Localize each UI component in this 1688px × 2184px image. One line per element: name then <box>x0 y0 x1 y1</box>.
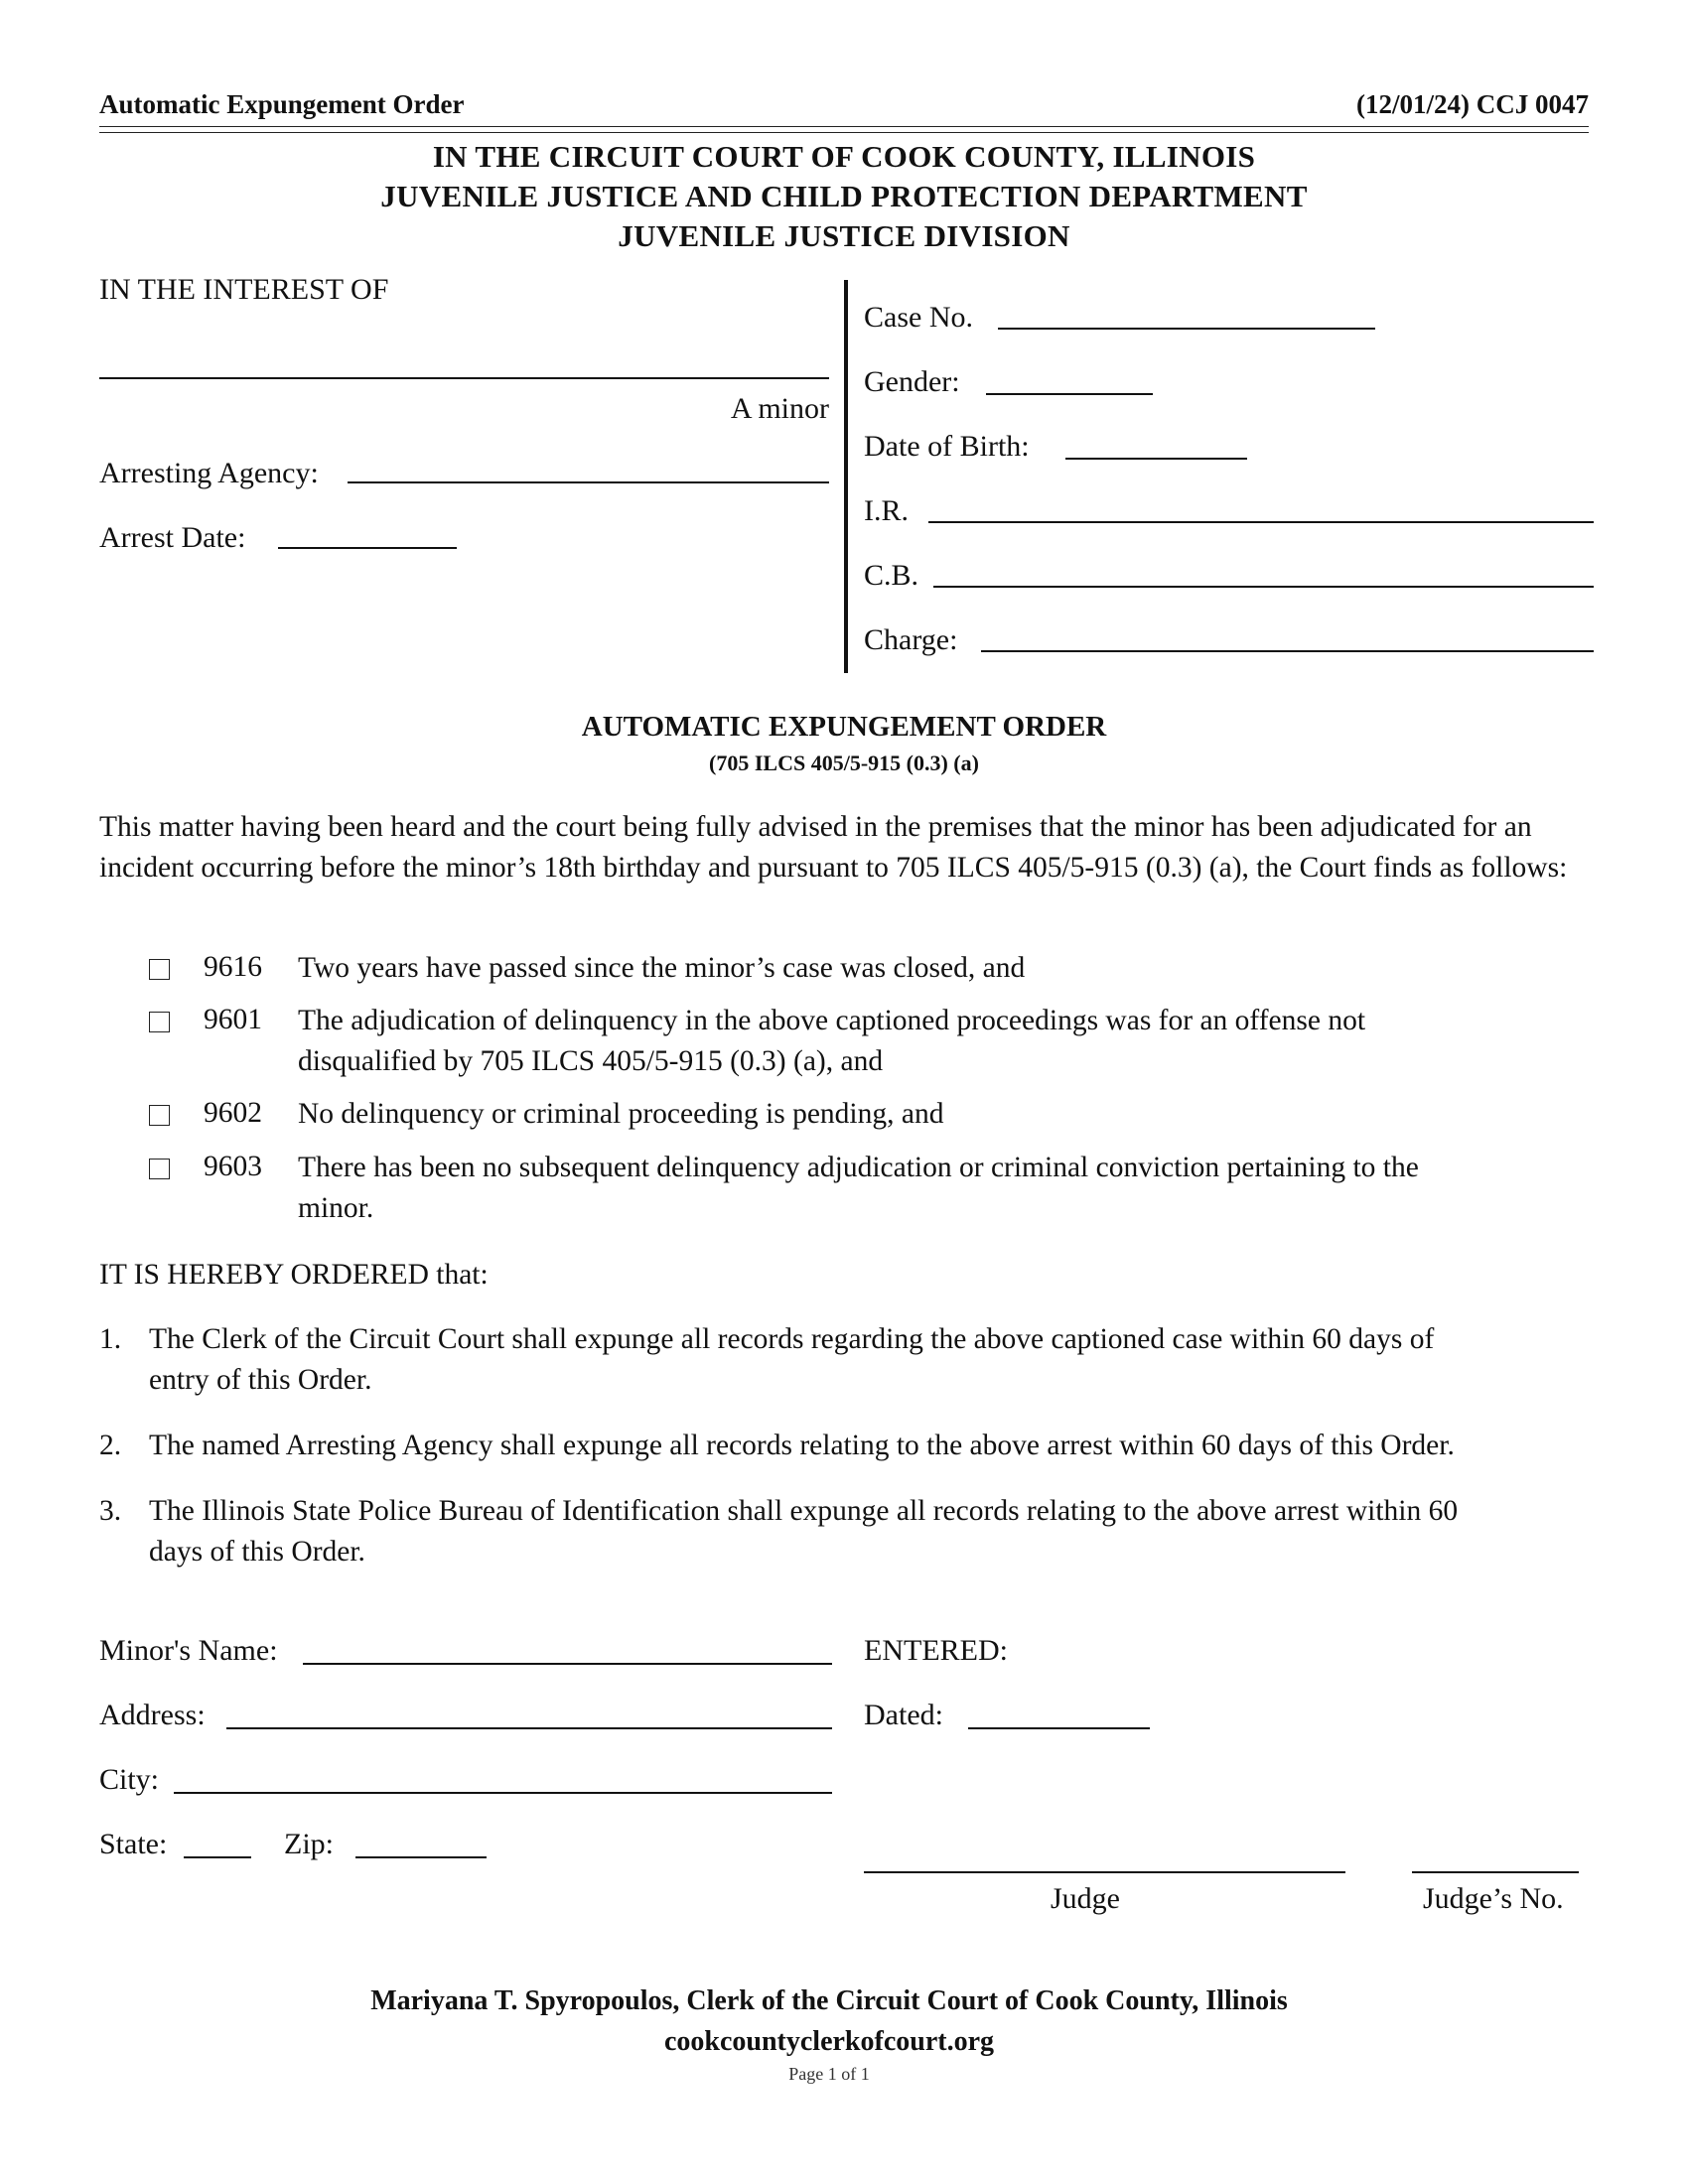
arrest-date-field[interactable] <box>278 547 457 549</box>
finding-text: Two years have passed since the minor’s case was closed, and <box>298 952 1026 984</box>
finding-code: 9603 <box>204 1151 262 1182</box>
ir-label: I.R. <box>864 494 909 527</box>
intro-paragraph: This matter having been heard and the court being fully advised in the premises that the minor has been adjudicated for an incident occurring before the minor’s 18th birthday and pursuant to 705 ILCS 405/5-915 (0.3) (a), the Court finds as follows: <box>99 811 1568 884</box>
entered-label: ENTERED: <box>864 1634 1008 1667</box>
form-code: (12/01/24) CCJ 0047 <box>1356 89 1589 119</box>
arresting-agency-label: Arresting Agency: <box>99 457 319 489</box>
arresting-agency-field[interactable] <box>348 481 829 483</box>
city-field[interactable] <box>174 1792 832 1794</box>
gender-label: Gender: <box>864 365 960 398</box>
state-field[interactable] <box>184 1856 251 1858</box>
order-item-text: The Clerk of the Circuit Court shall expunge all records regarding the above captioned case within 60 days of <box>149 1323 1435 1355</box>
finding-text: No delinquency or criminal proceeding is pending, and <box>298 1098 944 1130</box>
finding-code: 9601 <box>204 1004 262 1035</box>
dob-label: Date of Birth: <box>864 430 1030 463</box>
ordered-heading: IT IS HEREBY ORDERED that: <box>99 1259 489 1291</box>
ir-field[interactable] <box>928 521 1594 523</box>
finding-text: The adjudication of delinquency in the above captioned proceedings was for an offense not <box>298 1005 1366 1036</box>
finding-checkbox-9602[interactable] <box>149 1105 170 1126</box>
minor-name-line[interactable] <box>99 377 829 379</box>
finding-code: 9602 <box>204 1097 262 1129</box>
zip-label: Zip: <box>284 1828 334 1860</box>
order-item-text-cont: days of this Order. <box>149 1536 365 1568</box>
interest-of-label: IN THE INTEREST OF <box>99 273 389 306</box>
court-name: IN THE CIRCUIT COURT OF COOK COUNTY, ILLINOIS <box>432 139 1256 174</box>
order-title: AUTOMATIC EXPUNGEMENT ORDER <box>581 711 1107 743</box>
court-department: JUVENILE JUSTICE AND CHILD PROTECTION DEPARTMENT <box>380 179 1308 213</box>
order-item-text: The named Arresting Agency shall expunge all records relating to the above arrest within 60 days of this Order. <box>149 1430 1455 1461</box>
minor-name-field[interactable] <box>303 1663 832 1665</box>
order-item-text-cont: entry of this Order. <box>149 1364 372 1396</box>
gender-field[interactable] <box>986 393 1153 395</box>
form-title: Automatic Expungement Order <box>99 89 465 119</box>
order-item-number: 1. <box>99 1323 122 1355</box>
state-label: State: <box>99 1828 168 1860</box>
dated-field[interactable] <box>968 1727 1150 1729</box>
zip-field[interactable] <box>355 1856 487 1858</box>
a-minor-label: A minor <box>730 392 829 425</box>
cb-field[interactable] <box>933 586 1594 588</box>
dob-field[interactable] <box>1065 458 1247 460</box>
finding-code: 9616 <box>204 951 262 983</box>
charge-label: Charge: <box>864 623 958 656</box>
address-field[interactable] <box>226 1727 832 1729</box>
city-label: City: <box>99 1763 160 1796</box>
address-label: Address: <box>99 1699 206 1731</box>
dated-label: Dated: <box>864 1699 943 1731</box>
page-number: Page 1 of 1 <box>788 2064 870 2084</box>
finding-text: There has been no subsequent delinquency adjudication or criminal conviction pertaining to the <box>298 1152 1419 1183</box>
court-division: JUVENILE JUSTICE DIVISION <box>618 218 1070 253</box>
judge-label: Judge <box>1051 1882 1120 1915</box>
header-rule-top <box>99 126 1589 127</box>
order-item-text: The Illinois State Police Bureau of Identification shall expunge all records relating to the above arrest within 60 <box>149 1495 1459 1527</box>
case-no-field[interactable] <box>998 328 1375 330</box>
caption-divider <box>844 280 848 673</box>
finding-text-cont: minor. <box>298 1192 374 1224</box>
finding-text-cont: disqualified by 705 ILCS 405/5-915 (0.3) (a), and <box>298 1045 884 1077</box>
finding-checkbox-9601[interactable] <box>149 1012 170 1032</box>
charge-field[interactable] <box>981 650 1594 652</box>
finding-checkbox-9616[interactable] <box>149 959 170 980</box>
cb-label: C.B. <box>864 559 919 592</box>
finding-checkbox-9603[interactable] <box>149 1159 170 1179</box>
order-item-number: 2. <box>99 1430 122 1461</box>
case-no-label: Case No. <box>864 301 973 334</box>
judge-number-label: Judge’s No. <box>1423 1882 1564 1915</box>
order-statute: (705 ILCS 405/5-915 (0.3) (a) <box>709 751 979 775</box>
header-rule-bottom <box>99 132 1589 133</box>
order-item-number: 3. <box>99 1495 122 1527</box>
minor-name-label: Minor's Name: <box>99 1634 278 1667</box>
judge-signature-line[interactable] <box>864 1871 1345 1873</box>
judge-number-line[interactable] <box>1412 1871 1579 1873</box>
arrest-date-label: Arrest Date: <box>99 521 246 554</box>
footer-clerk: Mariyana T. Spyropoulos, Clerk of the Circuit Court of Cook County, Illinois <box>370 1985 1288 2016</box>
footer-website[interactable]: cookcountyclerkofcourt.org <box>663 2026 995 2057</box>
